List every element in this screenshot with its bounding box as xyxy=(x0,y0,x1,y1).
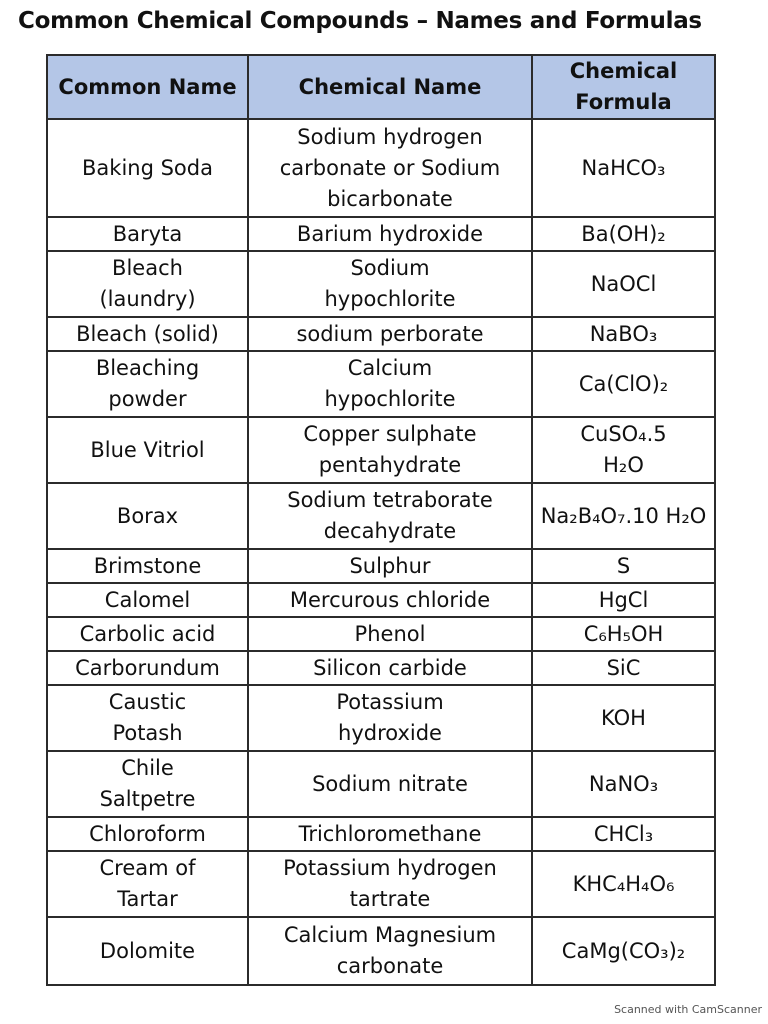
cell-formula: SiC xyxy=(532,651,715,685)
cell-common-name: Bleach (laundry) xyxy=(47,251,248,317)
page-title: Common Chemical Compounds – Names and Formulas xyxy=(18,8,702,34)
table-row xyxy=(47,483,715,549)
cell-formula: Ba(OH)₂ xyxy=(532,217,715,251)
cell-formula: S xyxy=(532,549,715,583)
cell-common-name: Cream of Tartar xyxy=(47,851,248,917)
cell-common-name: Borax xyxy=(47,483,248,549)
compounds-table xyxy=(46,54,716,986)
table-row xyxy=(47,217,715,251)
table-header-row xyxy=(47,55,715,119)
table-row xyxy=(47,119,715,217)
table-row xyxy=(47,417,715,483)
cell-chemical-name: Sulphur xyxy=(248,549,532,583)
cell-formula: CHCl₃ xyxy=(532,817,715,851)
cell-formula: CuSO₄.5 H₂O xyxy=(532,417,715,483)
table-row xyxy=(47,685,715,751)
cell-common-name: Carbolic acid xyxy=(47,617,248,651)
cell-common-name: Brimstone xyxy=(47,549,248,583)
table-row xyxy=(47,549,715,583)
cell-formula: KHC₄H₄O₆ xyxy=(532,851,715,917)
cell-common-name: Calomel xyxy=(47,583,248,617)
cell-formula: Na₂B₄O₇.10 H₂O xyxy=(532,483,715,549)
cell-common-name: Caustic Potash xyxy=(47,685,248,751)
cell-formula: KOH xyxy=(532,685,715,751)
cell-chemical-name: Trichloromethane xyxy=(248,817,532,851)
cell-formula: NaNO₃ xyxy=(532,751,715,817)
cell-chemical-name: Potassium hydrogen tartrate xyxy=(248,851,532,917)
cell-common-name: Dolomite xyxy=(47,917,248,985)
cell-chemical-name: Phenol xyxy=(248,617,532,651)
header-common-name: Common Name xyxy=(47,55,248,119)
cell-chemical-name: Sodium tetraborate decahydrate xyxy=(248,483,532,549)
cell-chemical-name: Sodium nitrate xyxy=(248,751,532,817)
cell-common-name: Blue Vitriol xyxy=(47,417,248,483)
cell-common-name: Chloroform xyxy=(47,817,248,851)
cell-chemical-name: Silicon carbide xyxy=(248,651,532,685)
header-chemical-formula: Chemical Formula xyxy=(532,55,715,119)
cell-formula: CaMg(CO₃)₂ xyxy=(532,917,715,985)
cell-chemical-name: Mercurous chloride xyxy=(248,583,532,617)
cell-chemical-name: Sodium hydrogen carbonate or Sodium bicarbonate xyxy=(248,119,532,217)
cell-chemical-name: Potassium hydroxide xyxy=(248,685,532,751)
table-row xyxy=(47,651,715,685)
table-row xyxy=(47,583,715,617)
table-row xyxy=(47,251,715,317)
cell-chemical-name: Barium hydroxide xyxy=(248,217,532,251)
table-row xyxy=(47,351,715,417)
table-row xyxy=(47,317,715,351)
cell-common-name: Chile Saltpetre xyxy=(47,751,248,817)
table-row xyxy=(47,851,715,917)
cell-common-name: Bleach (solid) xyxy=(47,317,248,351)
table-row xyxy=(47,817,715,851)
cell-chemical-name: Copper sulphate pentahydrate xyxy=(248,417,532,483)
cell-formula: HgCl xyxy=(532,583,715,617)
table-row xyxy=(47,917,715,985)
cell-formula: NaBO₃ xyxy=(532,317,715,351)
cell-formula: NaOCl xyxy=(532,251,715,317)
scanner-watermark: Scanned with CamScanner xyxy=(614,1003,762,1016)
cell-chemical-name: sodium perborate xyxy=(248,317,532,351)
header-chemical-name: Chemical Name xyxy=(248,55,532,119)
table-row xyxy=(47,751,715,817)
cell-formula: NaHCO₃ xyxy=(532,119,715,217)
cell-chemical-name: Sodium hypochlorite xyxy=(248,251,532,317)
table-row xyxy=(47,617,715,651)
cell-chemical-name: Calcium hypochlorite xyxy=(248,351,532,417)
cell-formula: Ca(ClO)₂ xyxy=(532,351,715,417)
cell-common-name: Carborundum xyxy=(47,651,248,685)
cell-common-name: Baryta xyxy=(47,217,248,251)
cell-common-name: Bleaching powder xyxy=(47,351,248,417)
cell-chemical-name: Calcium Magnesium carbonate xyxy=(248,917,532,985)
cell-formula: C₆H₅OH xyxy=(532,617,715,651)
cell-common-name: Baking Soda xyxy=(47,119,248,217)
